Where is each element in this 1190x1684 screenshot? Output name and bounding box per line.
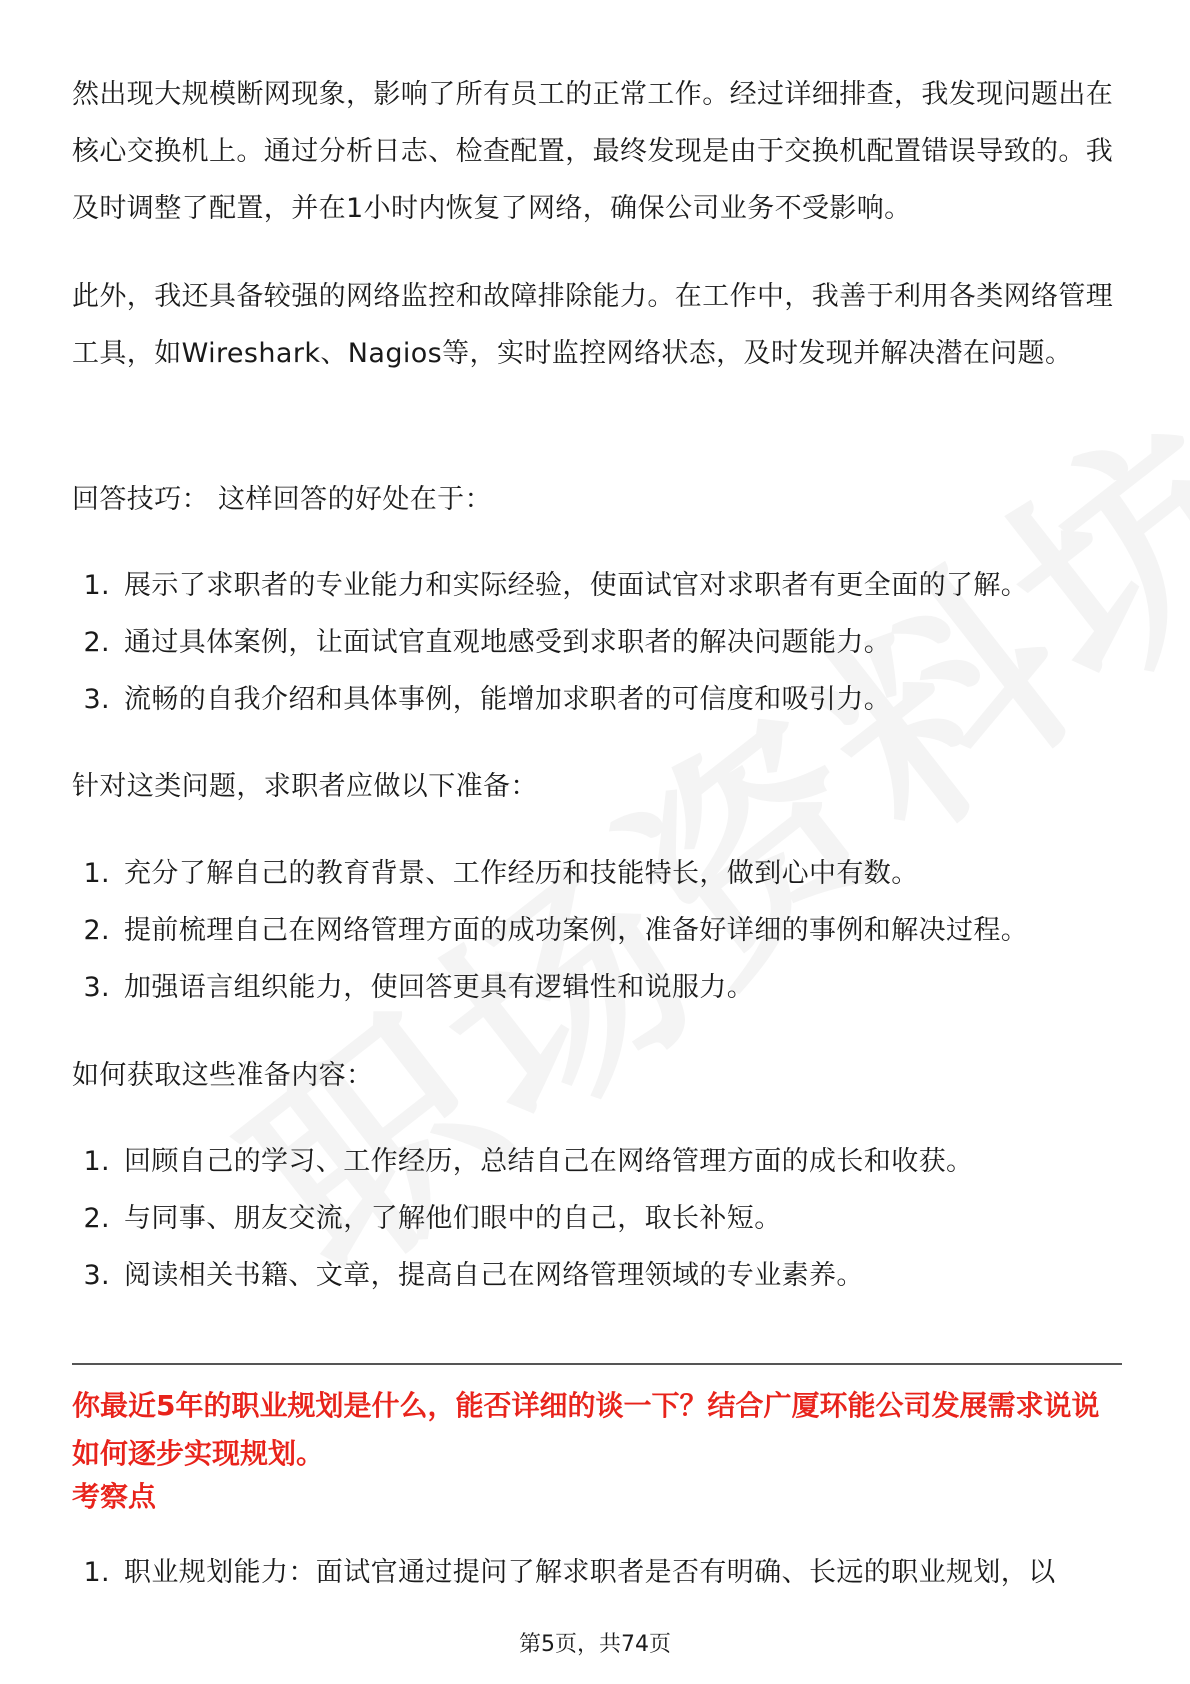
list-item xyxy=(72,959,1028,1016)
prep-heading: 针对这类问题，求职者应做以下准备： xyxy=(72,771,538,802)
list-item xyxy=(72,1190,973,1247)
list-number: 2. xyxy=(83,1203,110,1234)
list-number: 1. xyxy=(83,1146,110,1177)
list-number: 3. xyxy=(83,684,110,715)
acquire-list xyxy=(72,1133,973,1304)
list-number: 2. xyxy=(83,915,110,946)
examine-list xyxy=(72,1544,1056,1601)
list-item xyxy=(72,557,1028,614)
paragraph-monitoring: 此外，我还具备较强的网络监控和故障排除能力。在工作中，我善于利用各类网络管理工具，如Wireshark、Nagios等，实时监控网络状态，及时发现并解决潜在问题。 xyxy=(72,281,1114,369)
page-footer: 第5页，共74页 xyxy=(519,1632,671,1657)
list-text: 加强语言组织能力，使回答更具有逻辑性和说服力。 xyxy=(124,972,755,1003)
list-text: 展示了求职者的专业能力和实际经验，使面试官对求职者有更全面的了解。 xyxy=(124,570,1029,601)
list-number: 2. xyxy=(83,627,110,658)
list-number: 3. xyxy=(83,972,110,1003)
list-item xyxy=(72,1133,973,1190)
section-divider xyxy=(72,1363,1122,1365)
list-text: 阅读相关书籍、文章，提高自己在网络管理领域的专业素养。 xyxy=(124,1260,864,1291)
prep-list xyxy=(72,845,1028,1016)
paragraph-incident: 然出现大规模断网现象，影响了所有员工的正常工作。经过详细排查，我发现问题出在核心交换机上。通过分析日志、检查配置，最终发现是由于交换机配置错误导致的。我及时调整了配置，并在1小时内恢复了网络，确保公司业务不受影响。 xyxy=(72,79,1114,224)
list-text: 提前梳理自己在网络管理方面的成功案例，准备好详细的事例和解决过程。 xyxy=(124,915,1029,946)
list-text: 与同事、朋友交流，了解他们眼中的自己，取长补短。 xyxy=(124,1203,782,1234)
list-item xyxy=(72,671,1028,728)
list-item xyxy=(72,614,1028,671)
tips-list xyxy=(72,557,1028,728)
list-number: 1. xyxy=(83,858,110,889)
acquire-heading: 如何获取这些准备内容： xyxy=(72,1060,374,1091)
list-text: 充分了解自己的教育背景、工作经历和技能特长，做到心中有数。 xyxy=(124,858,919,889)
list-text: 职业规划能力：面试官通过提问了解求职者是否有明确、长远的职业规划，以 xyxy=(124,1557,1056,1588)
list-text: 通过具体案例，让面试官直观地感受到求职者的解决问题能力。 xyxy=(124,627,892,658)
list-number: 1. xyxy=(83,1557,110,1588)
list-number: 3. xyxy=(83,1260,110,1291)
list-item xyxy=(72,1247,973,1304)
examine-heading: 考察点 xyxy=(72,1480,157,1513)
list-number: 1. xyxy=(83,570,110,601)
list-text: 流畅的自我介绍和具体事例，能增加求职者的可信度和吸引力。 xyxy=(124,684,892,715)
list-item xyxy=(72,902,1028,959)
tips-heading: 回答技巧： 这样回答的好处在于： xyxy=(72,484,492,515)
list-item xyxy=(72,845,1028,902)
list-text: 回顾自己的学习、工作经历，总结自己在网络管理方面的成长和收获。 xyxy=(124,1146,974,1177)
list-item xyxy=(72,1544,1056,1601)
question-heading: 你最近5年的职业规划是什么，能否详细的谈一下？结合广厦环能公司发展需求说说如何逐步实现规划。 xyxy=(72,1389,1100,1470)
